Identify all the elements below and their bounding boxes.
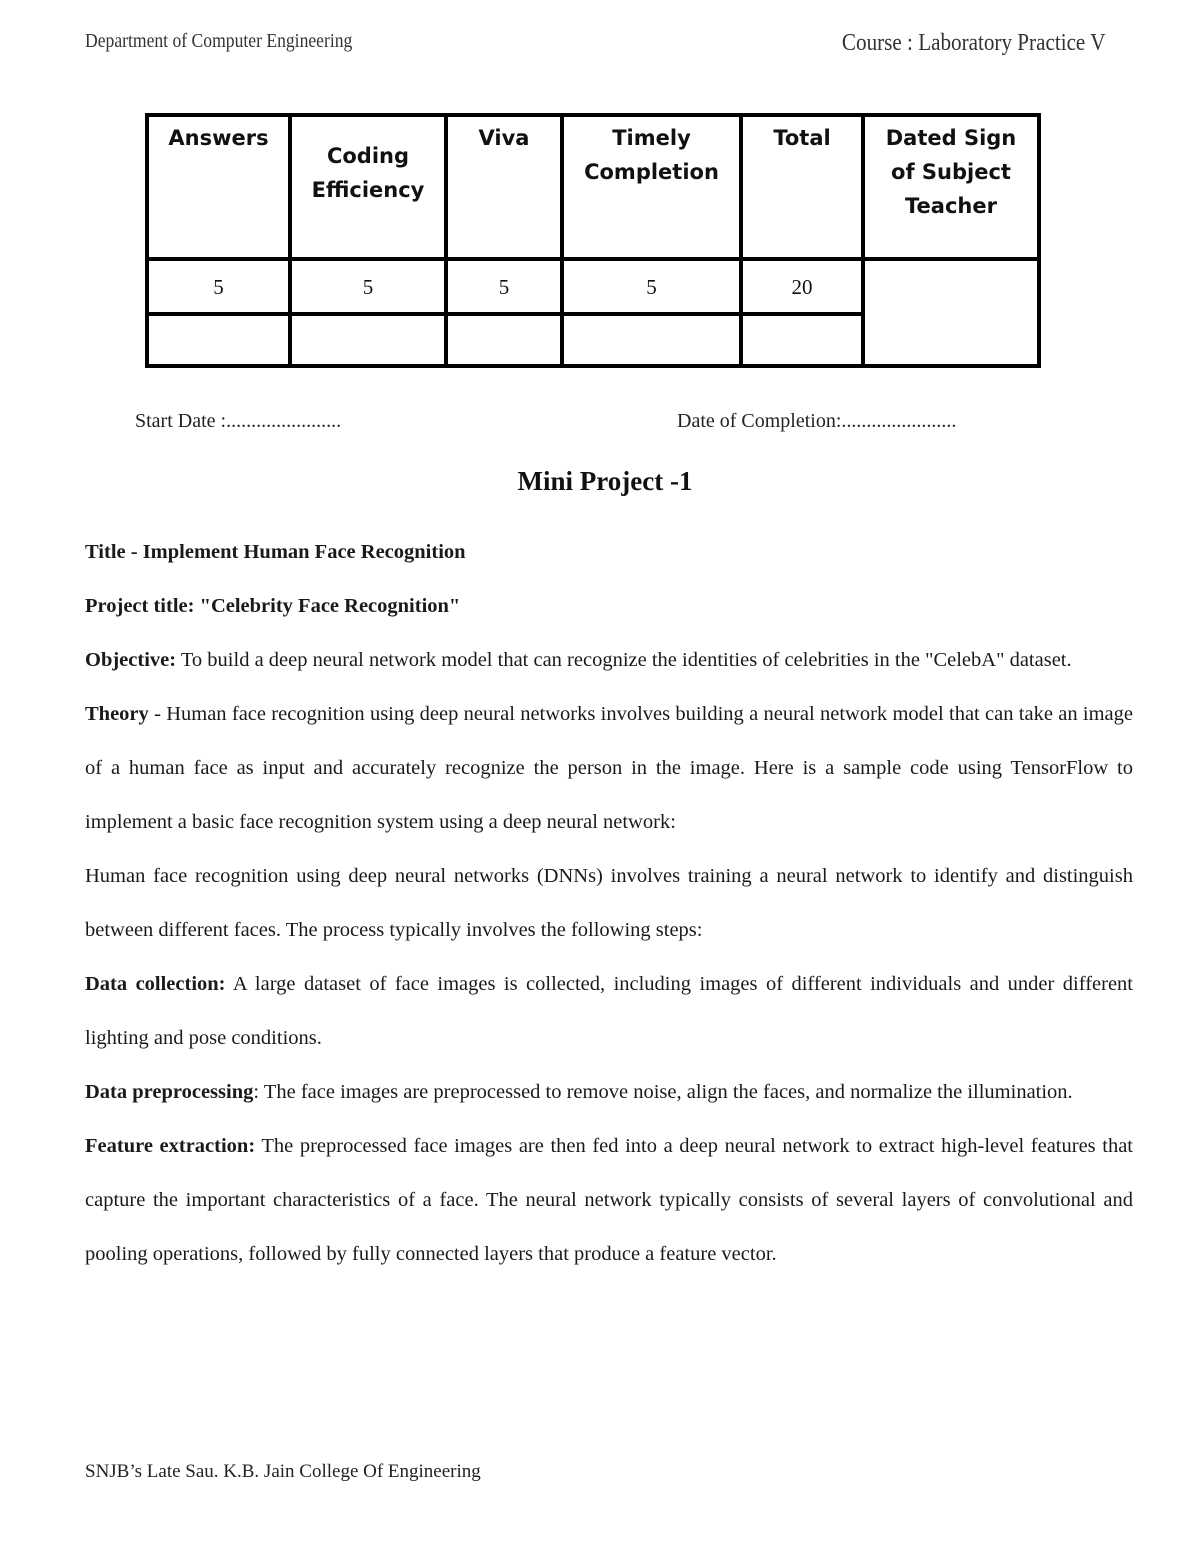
para-text: The preprocessed face images are then fed into a deep neural network to extract high-level features that capture the important characteristics of a face. The neural network typically consists of several layers of convolutional and pooling operations, followed by fully connected layers that produce a feature vector. bbox=[85, 1135, 1133, 1265]
cell-obtained bbox=[446, 314, 562, 366]
paragraph bbox=[85, 579, 1133, 633]
para-text: To build a deep neural network model that can recognize the identities of celebrities in the "CelebA" dataset. bbox=[176, 649, 1072, 671]
footer: SNJB’s Late Sau. K.B. Jain College Of Engineering bbox=[85, 1461, 481, 1482]
para-text: Human face recognition using deep neural networks (DNNs) involves training a neural network to identify and distinguish between different faces. The process typically involves the following steps: bbox=[85, 865, 1133, 941]
paragraph bbox=[85, 849, 1133, 957]
cell-max: 5 bbox=[562, 259, 741, 314]
cell-max: 5 bbox=[290, 259, 446, 314]
header-answers: Answers bbox=[147, 115, 290, 259]
para-label: Data collection: bbox=[85, 973, 226, 995]
table-header-row bbox=[147, 115, 1039, 259]
paragraph bbox=[85, 633, 1133, 687]
para-text: A large dataset of face images is collected, including images of different individuals and under different lighting and pose conditions. bbox=[85, 973, 1133, 1049]
paragraph bbox=[85, 957, 1133, 1065]
start-date: Start Date :....................... bbox=[135, 410, 342, 432]
paragraph bbox=[85, 1119, 1133, 1281]
cell-obtained bbox=[290, 314, 446, 366]
para-label: Data preprocessing bbox=[85, 1081, 254, 1103]
para-text: : The face images are preprocessed to remove noise, align the faces, and normalize the illumination. bbox=[253, 1081, 1073, 1103]
paragraph bbox=[85, 687, 1133, 849]
cell-obtained bbox=[562, 314, 741, 366]
cell-max: 5 bbox=[446, 259, 562, 314]
paragraph bbox=[85, 1065, 1133, 1119]
para-text: - Human face recognition using deep neural networks involves building a neural network model that can take an image of a human face as input and accurately recognize the person in the image. Here is a sample code using TensorFlow to implement a basic face recognition system using a deep neural network: bbox=[85, 703, 1133, 833]
header-viva: Viva bbox=[446, 115, 562, 259]
para-label: Objective: bbox=[85, 649, 177, 671]
header-timely-completion: Timely Completion bbox=[562, 115, 741, 259]
para-label: Feature extraction: bbox=[85, 1135, 256, 1157]
document-title: Mini Project -1 bbox=[517, 466, 693, 496]
header-coding-efficiency: Coding Efficiency bbox=[290, 115, 446, 259]
para-label: Title - Implement Human Face Recognition bbox=[85, 541, 466, 563]
paragraph bbox=[85, 525, 1133, 579]
department-header: Department of Computer Engineering bbox=[85, 30, 353, 52]
para-label: Project title: "Celebrity Face Recognition" bbox=[85, 595, 461, 617]
marks-table bbox=[145, 113, 1041, 368]
course-header: Course : Laboratory Practice V bbox=[841, 30, 1105, 56]
cell-max: 5 bbox=[147, 259, 290, 314]
document-body bbox=[85, 525, 1133, 1281]
cell-max: 20 bbox=[741, 259, 863, 314]
header-dated-sign: Dated Sign of Subject Teacher bbox=[863, 115, 1039, 259]
para-label: Theory bbox=[85, 703, 149, 725]
cell-obtained bbox=[147, 314, 290, 366]
completion-date: Date of Completion:....................... bbox=[677, 410, 957, 432]
table-row-max bbox=[147, 259, 1039, 314]
cell-obtained bbox=[741, 314, 863, 366]
cell-sign bbox=[863, 259, 1039, 366]
header-total: Total bbox=[741, 115, 863, 259]
